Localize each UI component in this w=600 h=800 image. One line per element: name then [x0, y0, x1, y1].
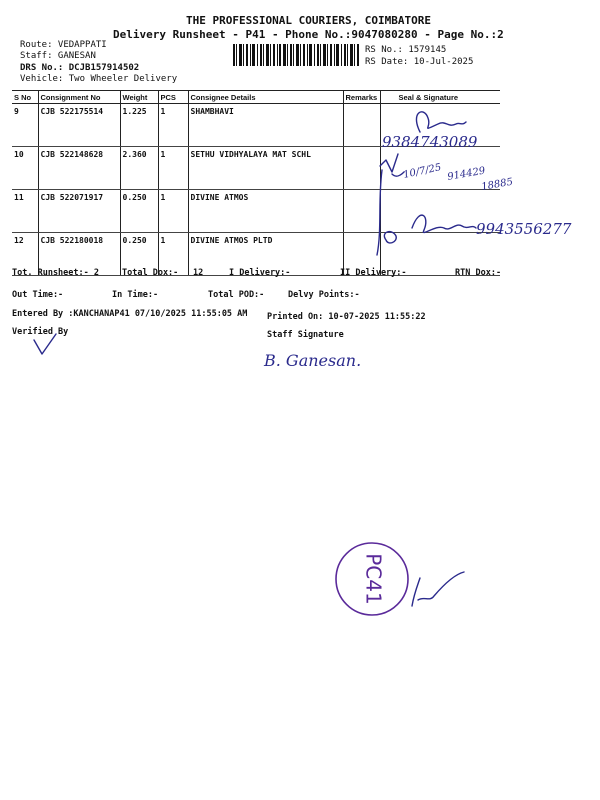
cell-pcs: 1	[158, 104, 188, 147]
drs-label: DRS No.: DCJB157914502	[20, 63, 140, 73]
cell-sno: 11	[12, 190, 38, 233]
cell-weight: 0.250	[120, 233, 158, 276]
col-seal: Seal & Signature	[380, 91, 500, 104]
total-pod: Total POD:-	[208, 290, 265, 300]
entered-by: Entered By :KANCHANAP41 07/10/2025 11:55:05 AM	[12, 309, 248, 319]
out-time: Out Time:-	[12, 290, 64, 300]
cell-sno: 12	[12, 233, 38, 276]
pc41-stamp	[336, 543, 408, 615]
rs-number: RS No.: 1579145	[365, 45, 447, 55]
signature-scribble-row10	[380, 154, 404, 176]
cell-sno: 10	[12, 147, 38, 190]
initials-scribble	[412, 572, 464, 606]
col-consignee: Consignee Details	[188, 91, 343, 104]
cell-pcs: 1	[158, 233, 188, 276]
staff-signature-label: Staff Signature	[267, 330, 344, 340]
signature-scribble-row9	[416, 112, 466, 132]
cell-consignee: DIVINE ATMOS PLTD	[188, 233, 343, 276]
cell-pcs: 1	[158, 147, 188, 190]
cell-consignment: CJB 522071917	[38, 190, 120, 233]
col-pcs: PCS	[158, 91, 188, 104]
verified-by-label: Verified By	[12, 327, 69, 337]
staff-signature-ink: B. Ganesan.	[264, 351, 362, 370]
handwritten-phone-1: 9384743089	[382, 133, 478, 151]
rtn-dox: RTN Dox:-	[455, 268, 502, 278]
cell-pcs: 1	[158, 190, 188, 233]
signature-scribble-row12	[412, 215, 476, 232]
cell-consignee: DIVINE ATMOS	[188, 190, 343, 233]
handwritten-date: 10/7/25	[402, 162, 443, 181]
verified-tick-icon	[34, 334, 56, 354]
staff-label: Staff: GANESAN	[20, 51, 96, 61]
ii-delivery: II Delivery:-	[340, 268, 407, 278]
stamp-text: PC41	[361, 553, 386, 605]
cell-consignment: CJB 522180018	[38, 233, 120, 276]
printed-on: Printed On: 10-07-2025 11:55:22	[267, 312, 426, 322]
total-dox-value: 12	[193, 268, 204, 278]
bracket-line	[377, 170, 382, 255]
tot-runsheet: Tot. Runsheet:- 2	[12, 268, 99, 278]
col-weight: Weight	[120, 91, 158, 104]
cell-weight: 1.225	[120, 104, 158, 147]
cell-consignment: CJB 522148628	[38, 147, 120, 190]
col-consignment: Consignment No	[38, 91, 120, 104]
handwritten-phone-2: 9943556277	[476, 220, 572, 238]
cell-weight: 0.250	[120, 190, 158, 233]
i-delivery: I Delivery:-	[229, 268, 291, 278]
handwritten-number-2: 18885	[480, 176, 514, 193]
runsheet-title: Delivery Runsheet - P41 - Phone No.:9047080280 - Page No.:2	[113, 28, 504, 41]
cell-consignment: CJB 522175514	[38, 104, 120, 147]
signature-loop-row12	[384, 232, 396, 243]
route-label: Route: VEDAPPATI	[20, 40, 107, 50]
total-dox-label: Total Dox:-	[122, 268, 179, 278]
rs-date: RS Date: 10-Jul-2025	[365, 57, 474, 67]
col-sno: S No	[12, 91, 38, 104]
cell-consignee: SETHU VIDHYALAYA MAT SCHL	[188, 147, 343, 190]
cell-consignee: SHAMBHAVI	[188, 104, 343, 147]
company-title: THE PROFESSIONAL COURIERS, COIMBATORE	[186, 14, 432, 27]
col-remarks: Remarks	[343, 91, 380, 104]
cell-weight: 2.360	[120, 147, 158, 190]
delvy-points: Delvy Points:-	[288, 290, 360, 300]
handwritten-number-1: 914429	[446, 165, 487, 183]
vehicle-label: Vehicle: Two Wheeler Delivery	[20, 74, 178, 84]
in-time: In Time:-	[112, 290, 159, 300]
cell-sno: 9	[12, 104, 38, 147]
